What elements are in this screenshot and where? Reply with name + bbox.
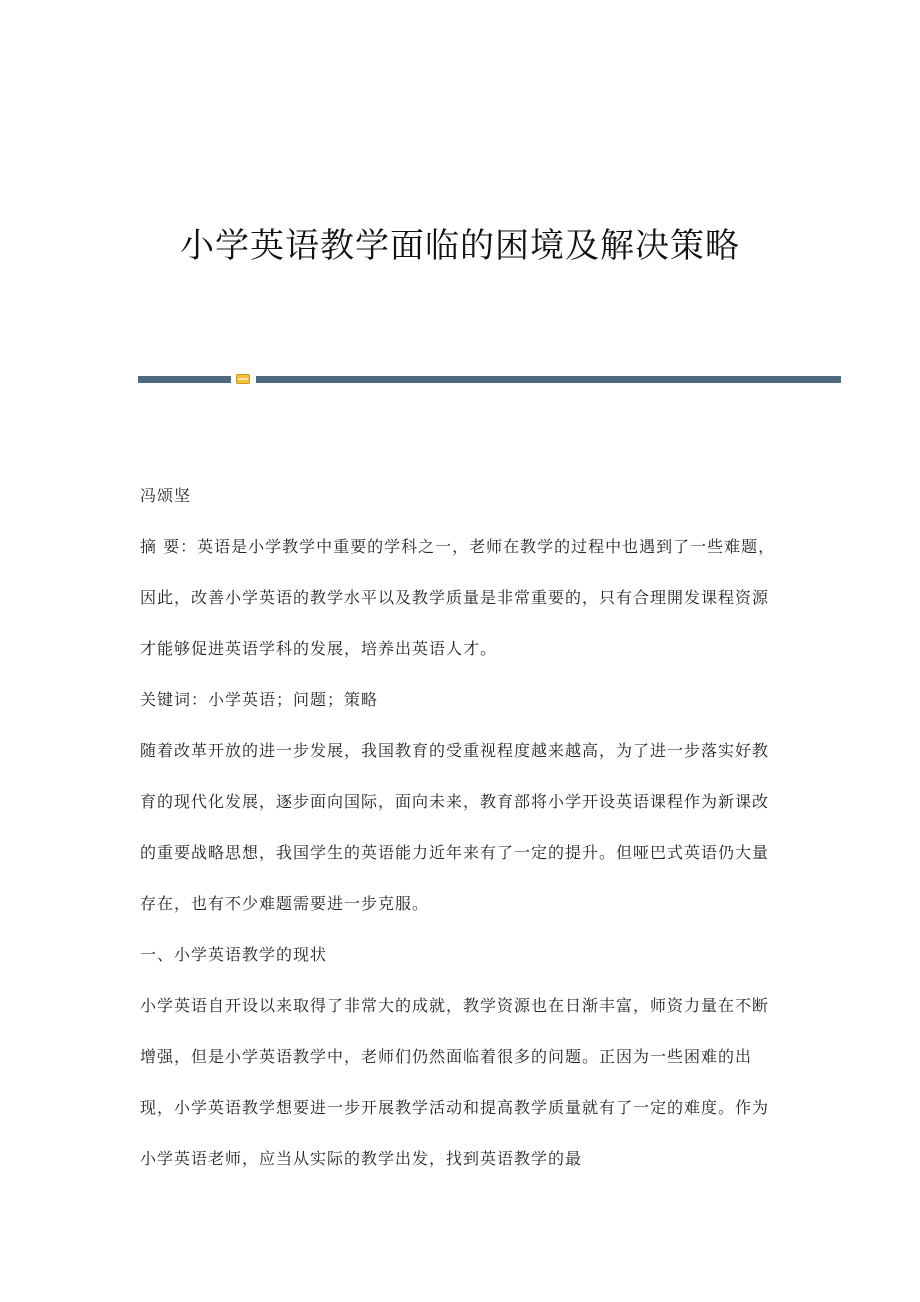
keywords-line: 关键词：小学英语；问题；策略 [140,690,379,709]
intro-paragraph: 随着改革开放的进一步发展，我国教育的受重视程度越来越高，为了进一步落实好教育的现代化发展，逐步面向国际，面向未来，教育部将小学开设英语课程作为新课改的重要战略思想，我国学生的英语能力近年来有了一定的提升。但哑巴式英语仍大量存在，也有不少难题需要进一步克服。 [140,741,770,913]
section-heading: 一、小学英语教学的现状 [140,945,328,964]
divider-ornament-icon [236,374,250,384]
divider-right-bar [256,376,841,383]
author-name: 冯颂坚 [140,486,192,505]
section-paragraph: 小学英语自开设以来取得了非常大的成就，教学资源也在日渐丰富，师资力量在不断增强，但是小学英语教学中，老师们仍然面临着很多的问题。正因为一些困难的出现，小学英语教学想要进一步开展教学活动和提高教学质量就有了一定的难度。作为小学英语老师，应当从实际的教学出发，找到英语教学的最 [140,996,770,1168]
title-divider [138,374,841,384]
divider-left-bar [138,376,231,383]
abstract-paragraph: 摘 要：英语是小学教学中重要的学科之一，老师在教学的过程中也遇到了一些难题，因此，改善小学英语的教学水平以及教学质量是非常重要的，只有合理開发课程资源才能够促进英语学科的发展，培养出英语人才。 [140,537,776,658]
document-title: 小学英语教学面临的困境及解决策略 [180,226,740,266]
document-body [140,470,780,1184]
